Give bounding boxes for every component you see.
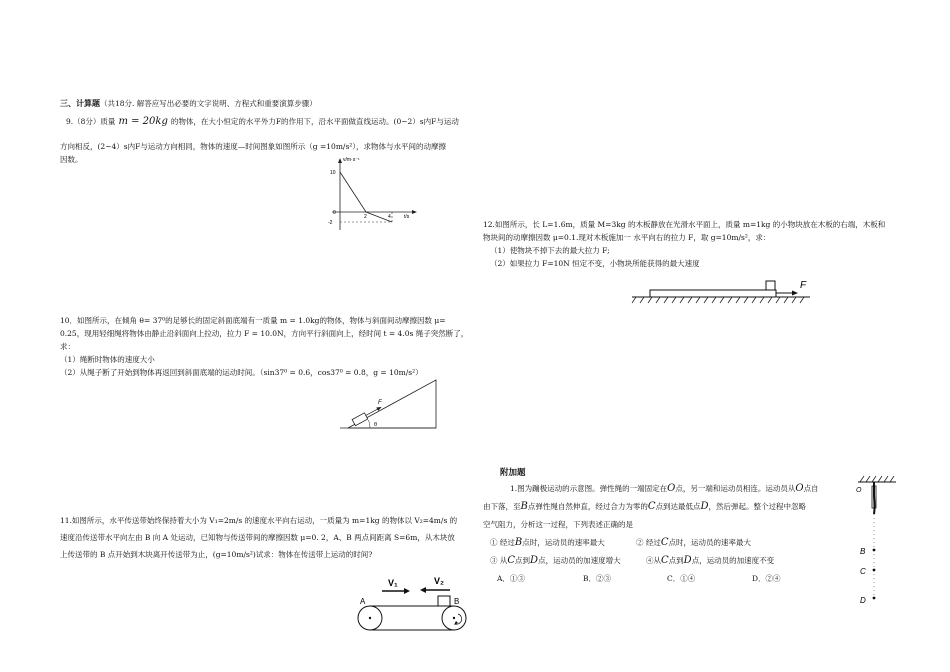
extra-line1-b: 点，另一端和运动员相连。运动员从: [675, 484, 796, 493]
bungee-o-label: O: [856, 487, 862, 494]
extra-line1: [510, 482, 819, 496]
extra-choice-d[interactable]: D．②④: [752, 574, 781, 583]
q11-b-label: B: [454, 597, 460, 606]
q9-ytick-10: 10: [330, 170, 336, 176]
q10-line3: 求：: [60, 342, 75, 351]
q12-sub1: （1）使物块不掉下去的最大拉力 F;: [490, 246, 610, 255]
q9-line1-b: 的物体，在大小恒定的水平外力F的作用下，沿水平面做直线运动。(0~2）s内F与运动: [170, 117, 459, 126]
extra-line2-b: 点弹性绳自然伸直，经过合力为零的: [527, 502, 648, 511]
q10-force-label: F: [378, 400, 382, 406]
q9-xtick-4: 4: [388, 214, 391, 220]
bungee-c-label: C: [860, 567, 866, 576]
extra-title: 附加题: [500, 468, 526, 478]
q11-line1: 11.如图所示，水平传送带始终保持着大小为 V₁=2m/s 的速度水平向右运动，一质量为 m=1kg 的物体以 V₂=4m/s 的: [60, 516, 458, 525]
q11-line2: 速度沿传送带水平向左由 B 向 A 处运动，已知物与传送带间的摩擦因数 μ=0. 2，A、B 两点间距离 S=6m，从木块放: [60, 533, 455, 542]
q9-ytick-neg2: -2: [328, 220, 333, 226]
bungee-d-label: D: [860, 596, 866, 605]
extra-opt4-c: 点，运动员的加速度不变: [691, 556, 775, 565]
section-title: 三、计算题: [60, 98, 100, 108]
extra-option-2: [636, 536, 751, 550]
extra-b1: B: [520, 501, 528, 512]
q12-board-figure: [628, 276, 818, 310]
q11-line3: 上传送带的 B 点开始到木块离开传送带为止，(g=10m/s²)试求：物体在传送带上运动的时间?: [60, 550, 373, 559]
extra-opt2-c-point: C: [660, 537, 669, 548]
extra-opt1-b: 点时，运动员的速率最大: [522, 538, 605, 547]
q12-line1: 12.如图所示，长 L=1.6m，质量 M=3kg 的木板静放在光滑水平面上，质量 m=1kg 的小物块放在木板的右端，木板和: [483, 220, 886, 229]
extra-c1: C: [647, 501, 656, 512]
section-note: （共18分. 解答应写出必要的文字说明、方程式和重要演算步骤）: [100, 99, 317, 108]
extra-line2: [483, 500, 806, 514]
bungee-figure: [852, 474, 902, 608]
q9-line3: 因数。: [60, 155, 83, 164]
extra-choice-a[interactable]: A．①③: [497, 574, 525, 583]
extra-opt4-a: ④从: [646, 556, 661, 565]
extra-option-4: [646, 554, 774, 568]
extra-o2: O: [795, 483, 804, 494]
extra-line2-a: 由下落，至: [483, 502, 521, 511]
q9-ytick-0: 0: [333, 210, 336, 216]
extra-opt2-a: ② 经过: [636, 538, 661, 547]
extra-d1: D: [700, 501, 709, 512]
extra-option-3: [490, 554, 621, 568]
extra-o1: O: [667, 483, 676, 494]
q10-line1: 10．如图所示，在倾角 θ= 37⁰的足够长的固定斜面底端有一质量 m = 1.0kg的物体，物体与斜面间动摩擦因数 μ=: [60, 316, 446, 325]
q10-line2: 0.25，现用轻细绳将物体由静止沿斜面向上拉动，拉力 F = 10.0N，方向平行斜面向上，经时间 t = 4.0s 绳子突然断了，: [60, 329, 469, 338]
extra-choice-c[interactable]: C．①④: [667, 574, 696, 583]
q10-incline-figure: [340, 376, 440, 432]
extra-line3: 空气阻力，分析这一过程，下列表述正确的是: [483, 520, 633, 529]
extra-opt4-b: 点到: [668, 556, 684, 565]
extra-line2-c: 点到达最低点: [655, 502, 701, 511]
extra-opt3-a: ③ 从: [490, 556, 508, 565]
q9-ylabel: v/m·s⁻¹: [343, 157, 360, 163]
q10-angle-label: θ: [374, 422, 378, 428]
q12-line2: 物块间的动摩擦因数 μ=0.1.现对木板施加一 水平向右的拉力 F，取 g=10m/s²，求：: [483, 233, 771, 242]
extra-opt1-a: ① 经过: [490, 538, 515, 547]
extra-opt3-c: 点，运动员的加速度增大: [538, 556, 621, 565]
extra-choice-b[interactable]: B．②③: [583, 574, 612, 583]
extra-opt3-c-point: C: [507, 555, 516, 566]
extra-opt3-b: 点到: [515, 556, 531, 565]
extra-line1-c: 点自: [803, 484, 819, 493]
q12-force-label: F: [800, 280, 807, 291]
extra-opt1-b-point: B: [514, 537, 523, 548]
extra-opt4-d-point: D: [683, 555, 692, 566]
q11-a-label: A: [360, 597, 366, 606]
q9-xtick-2: 2: [364, 214, 367, 220]
q9-line1-a: 9.（8分）质量: [66, 117, 116, 126]
extra-option-1: [490, 536, 605, 550]
q9-line2: 方向相反，(2~4）s内F与运动方向相同，物体的速度—时间图象如图所示（g =10m/s²），求物体与水平间的动摩擦: [60, 142, 447, 151]
q10-sub2: （2）从绳子断了开始到物体再返回到斜面底端的运动时间。（sin37⁰ = 0.6，cos37⁰ = 0.8，g = 10m/s²）: [60, 368, 423, 377]
extra-line2-d: ，然后弹起。整个过程中忽略: [708, 502, 807, 511]
q12-sub2: （2）如果拉力 F=10N 恒定不变，小物块所能获得的最大速度: [490, 259, 700, 268]
q11-v1-label: V₁: [388, 578, 398, 588]
q9-xlabel: t/s: [404, 214, 410, 220]
bungee-b-label: B: [860, 547, 866, 556]
q11-v2-label: V₂: [434, 576, 445, 586]
q9-mass: m = 20kg: [118, 116, 168, 127]
q11-conveyor-figure: [354, 574, 470, 634]
section-header: [60, 96, 317, 111]
extra-opt3-d-point: D: [530, 555, 539, 566]
extra-opt2-b: 点时，运动员的速率最大: [668, 538, 752, 547]
q9-line1: [66, 115, 459, 129]
q10-sub1: （1）绳断时物体的速度大小: [60, 355, 155, 364]
extra-opt4-c-point: C: [661, 555, 669, 566]
q9-vt-graph: [322, 150, 422, 240]
extra-line1-a: 1.图为蹦极运动的示意图。弹性绳的一端固定在: [510, 484, 668, 493]
